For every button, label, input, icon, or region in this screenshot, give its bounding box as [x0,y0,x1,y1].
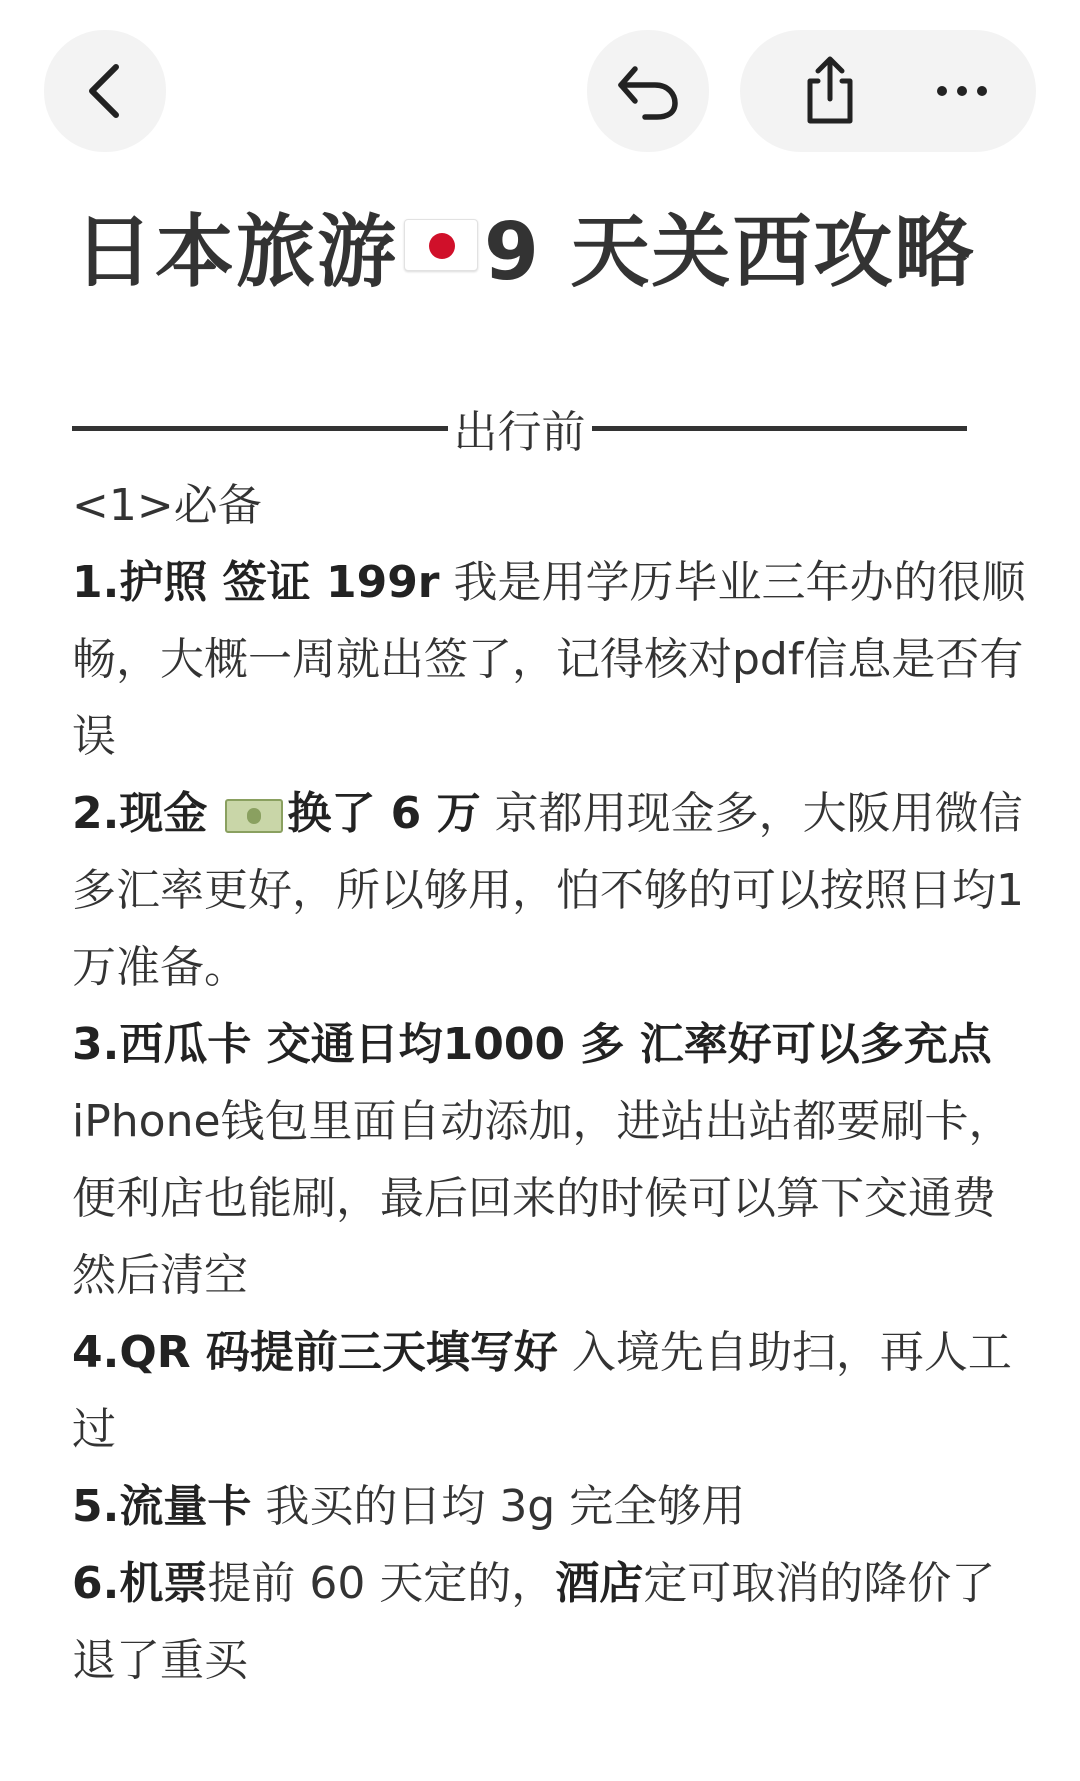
item-bold: 2.现金 [72,788,208,839]
list-item [72,1545,1032,1699]
divider-bar-right [592,426,968,431]
item-text: 提前 60 天定的， [207,1558,556,1609]
post-title [74,190,1034,300]
list-item [72,1468,1032,1545]
item-bold: 5.流量卡 [72,1481,252,1532]
share-icon [800,55,860,127]
item-bold: 6.机票 [72,1558,208,1609]
chevron-left-icon [80,61,130,121]
item-text: 入境先自助扫，再人工过 [72,1327,1012,1455]
list-item [72,1006,1032,1314]
item-text: 京都用现金多，大阪用微信多汇率更好，所以够用，怕不够的可以按照日均1万准备。 [72,788,1024,993]
post-body [72,467,1032,1699]
section-divider [72,393,967,463]
item-bold: 1.护照 签证 199r [72,557,440,608]
action-pill [740,30,1036,152]
subsection-heading: <1>必备 [72,480,262,531]
item-bold: 酒店 [555,1558,644,1609]
list-item [72,544,1032,775]
item-text: iPhone钱包里面自动添加，进站出站都要刷卡，便利店也能刷，最后回来的时候可以算下交通费然后清空 [72,1096,1013,1301]
item-text: 我买的日均 3g 完全够用 [251,1481,746,1532]
title-text-end: 9 天关西攻略 [484,206,976,298]
list-item [72,775,1032,1006]
back-button[interactable] [44,30,166,152]
section-label: 出行前 [453,407,586,458]
undo-arrow-icon [613,61,683,121]
top-navigation-bar [0,0,1080,170]
share-button[interactable] [780,30,880,152]
item-text: 定可取消的降价了退了重买 [72,1558,996,1686]
item-bold: 换了 6 万 [287,788,481,839]
item-bold: 3.西瓜卡 交通日均1000 多 汇率好可以多充点 [72,1019,992,1070]
more-dots-icon [937,86,987,96]
item-bold: 4.QR 码提前三天填写好 [72,1327,558,1378]
japan-flag-icon [404,219,478,271]
money-icon [225,799,283,833]
title-text-start: 日本旅游 [74,206,398,298]
divider-bar-left [72,426,448,431]
more-button[interactable] [912,30,1012,152]
list-item [72,1314,1032,1468]
undo-button[interactable] [587,30,709,152]
item-text: 我是用学历毕业三年办的很顺畅，大概一周就出签了，记得核对pdf信息是否有误 [72,557,1026,762]
